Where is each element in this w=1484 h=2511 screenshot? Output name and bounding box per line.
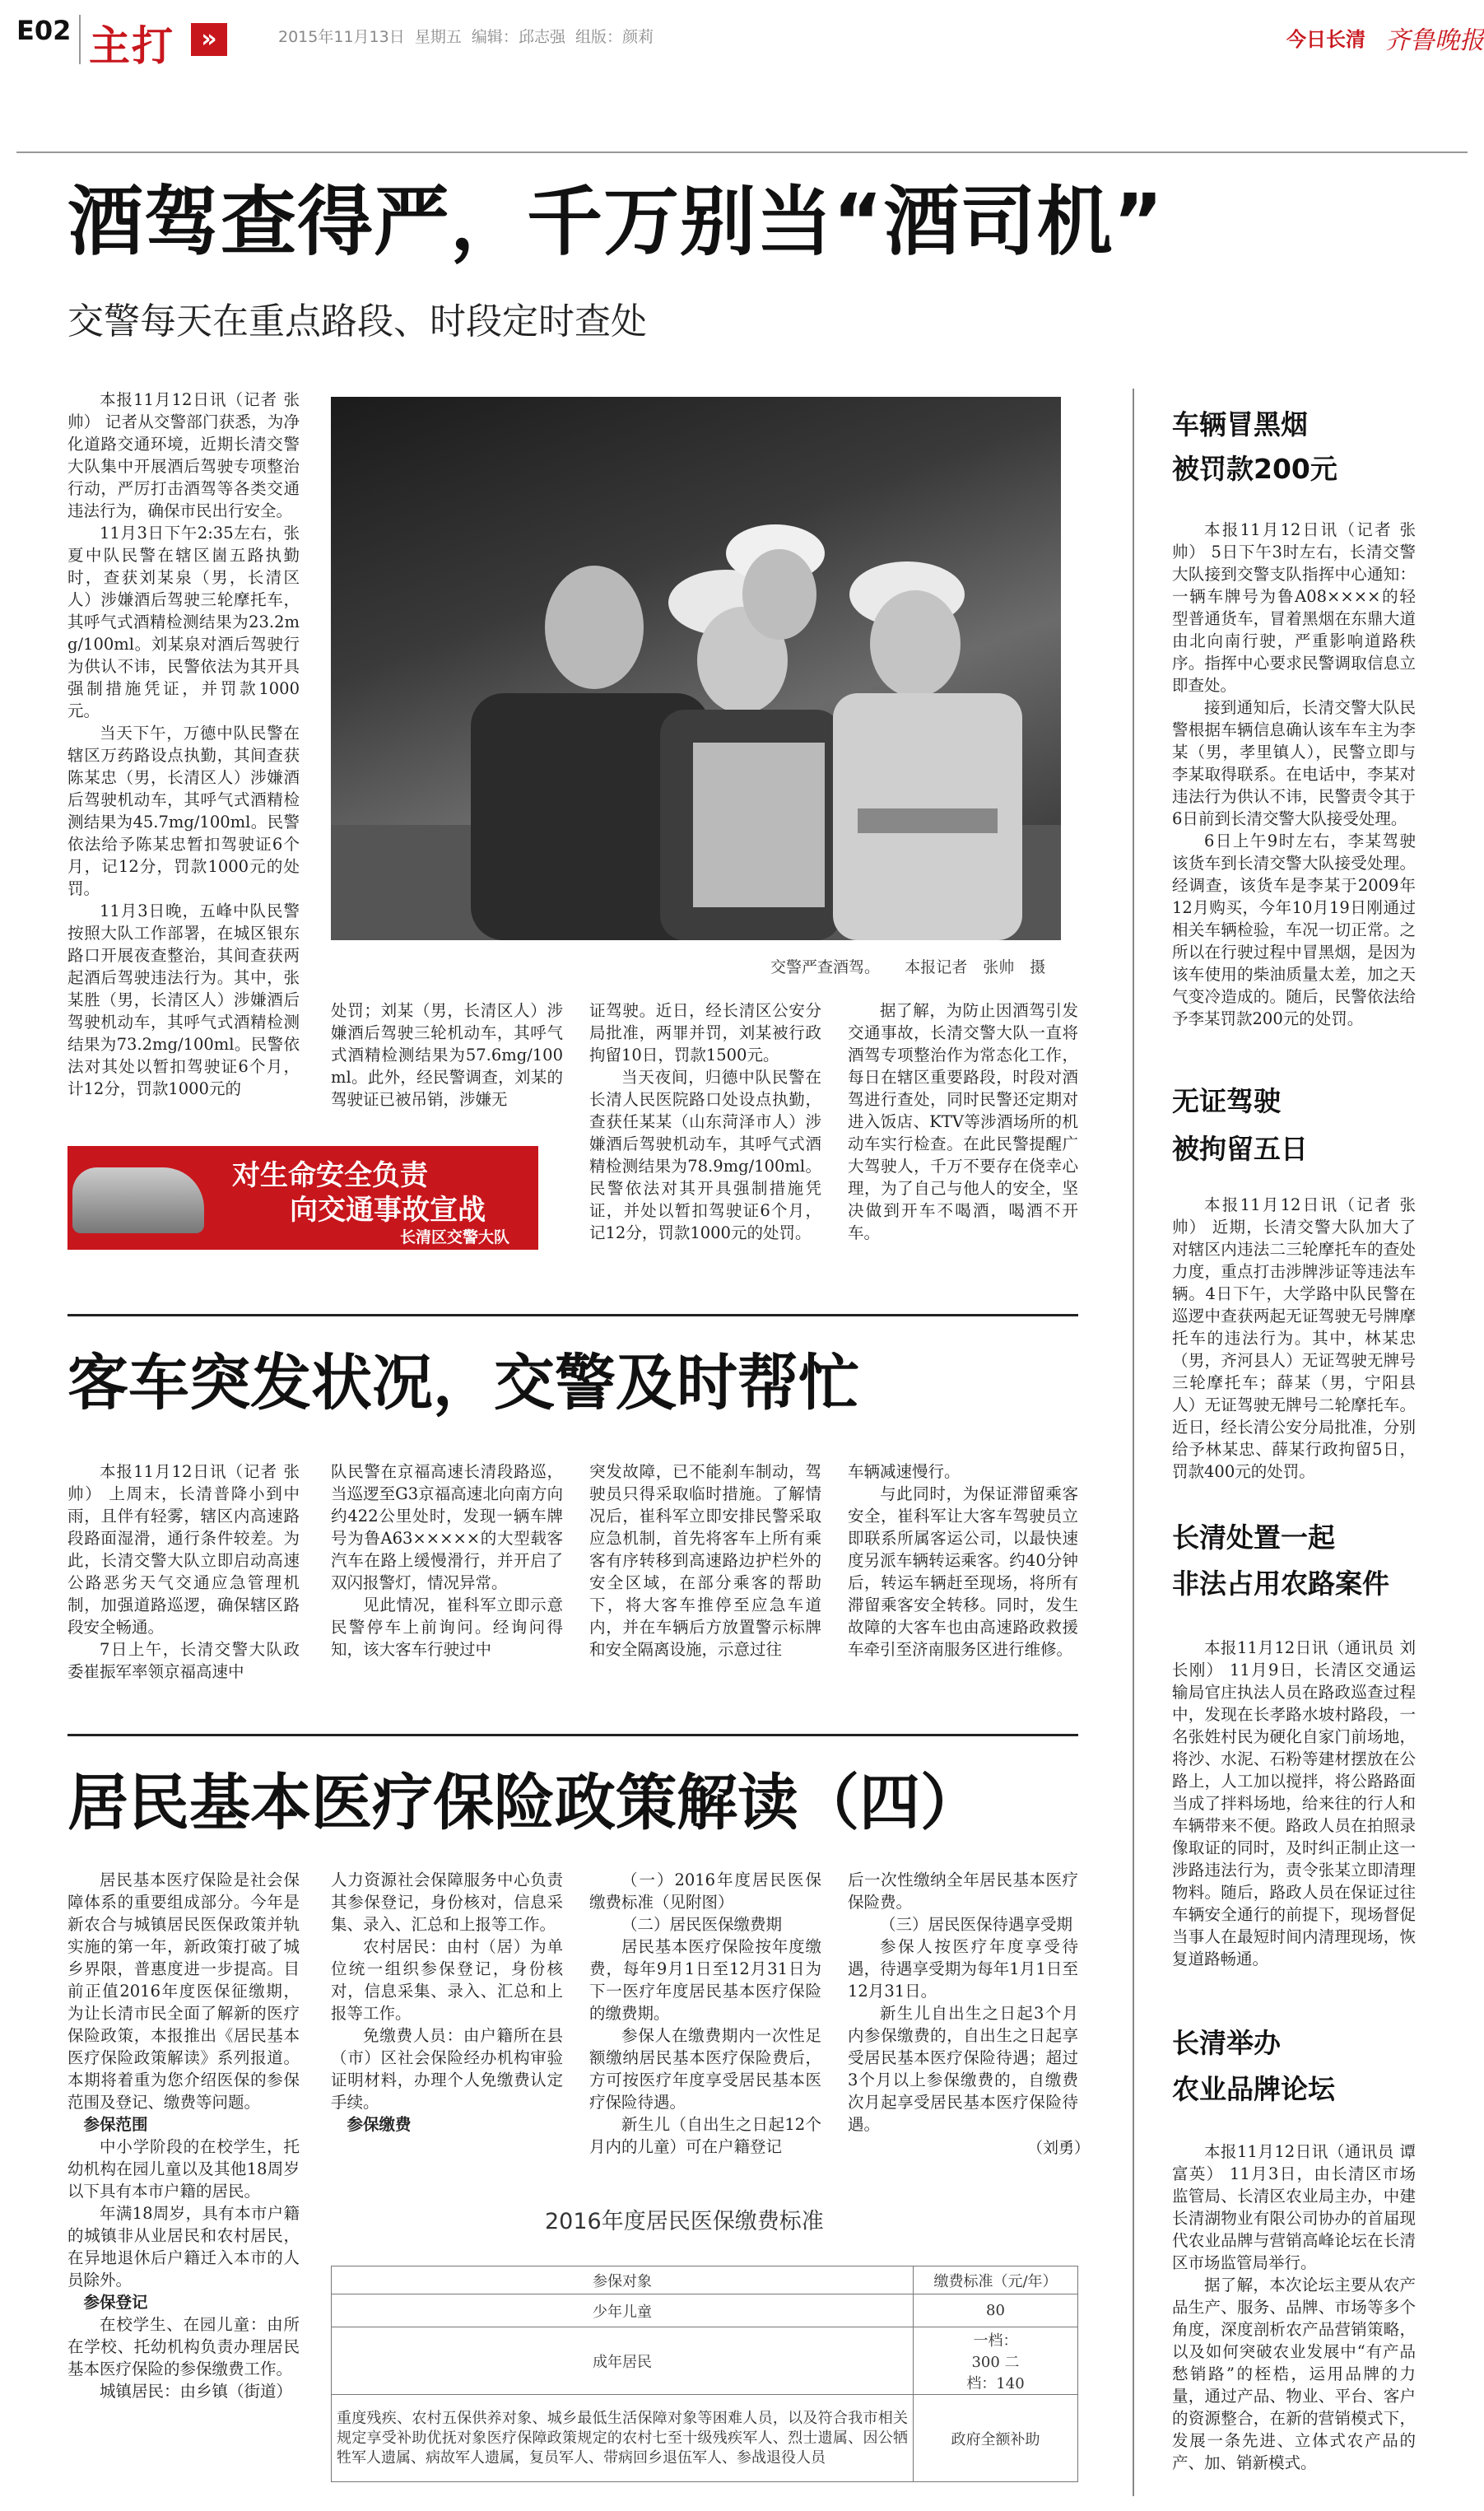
bus-col2-para-2: 见此情况，崔科军立即示意民警停车上前询问。经询问得知，该大客车行驶过中 xyxy=(331,1596,563,1659)
page-number: E02 xyxy=(16,15,72,46)
lead-para-1: 本报11月12日讯（记者 张帅） 记者从交警部门获悉，为净化道路交通环境，近期长清交警大队集中开展酒后驾驶专项整治行动，严厉打击酒驾等各类交通违法行为，确保市民出行安全。 xyxy=(67,390,300,520)
bus-headline: 客车突发状况，交警及时帮忙 xyxy=(67,1348,859,1419)
lead-col3-para-2: 当天夜间，归德中队民警在长清人民医院路口处设点执勤，查获任某某（山东菏泽市人）涉嫌酒后驾驶机动车，其呼气式酒精检测结果为78.9mg/100ml。民警依法对其开具强制措施凭证，并处以暂扣驾驶证6个月，记12分，罚款1000元的处罚。 xyxy=(589,1068,821,1242)
insurance-paragraph: （三）居民医保待遇享受期 xyxy=(880,1915,1073,1934)
lead-photo xyxy=(331,397,1061,940)
sidebar-1-title-2: 被罚款200元 xyxy=(1172,453,1337,485)
insurance-paragraph: 免缴费人员：由户籍所在县（市）区社会保险经办机构审验证明材料，办理个人免缴费认定手续。 xyxy=(331,2026,563,2112)
insurance-subheading: 参保登记 xyxy=(83,2293,148,2312)
table-cell: 政府全额补助 xyxy=(914,2395,1078,2482)
photo-credit: 本报记者 张帅 摄 xyxy=(905,958,1046,976)
header-rule xyxy=(16,151,1468,153)
sidebar-4-title-2: 农业品牌论坛 xyxy=(1172,2073,1335,2105)
bus-col2-para-1: 队民警在京福高速长清段路巡，当巡逻至G3京福高速北向南方向约422公里处时，发现一辆车牌号为鲁A63×××××的大型载客汽车在路上缓慢滑行，并开启了双闪报警灯，情况异常。 xyxy=(331,1462,563,1592)
insurance-paragraph: （二）居民医保缴费期 xyxy=(621,1915,783,1934)
sidebar-1-body xyxy=(1172,519,1416,1030)
table-header-target: 参保对象 xyxy=(332,2266,914,2294)
table-cell: 重度残疾、农村五保供养对象、城乡最低生活保障对象等困难人员，以及符合我市相关规定享受补助优抚对象医疗保障政策规定的农村七至十级残疾军人、烈士遗属、因公牺牲军人遗属、病故军人遗属，复员军人、带病回乡退伍军人、参战退役人员 xyxy=(332,2395,914,2482)
sidebar-2-para-1: 本报11月12日讯（记者 张帅） 近期，长清交警大队加大了对辖区内违法二三轮摩托车的查处力度，重点打击涉牌涉证等违法车辆。4日下午，大学路中队民警在巡逻中查获两起无证驾驶无号牌摩托车的违法行为。其中，林某忠（男，齐河县人）无证驾驶无牌号三轮摩托车；薛某（男，宁阳县人）无证驾驶无牌号二轮摩托车。近日，经长清公安分局批准，分别给予林某忠、薛某行政拘留5日，罚款400元的处罚。 xyxy=(1172,1195,1416,1481)
insurance-subheading: 参保缴费 xyxy=(347,2115,412,2134)
sidebar-4-para-2: 据了解，本次论坛主要从农产品生产、服务、品牌、市场等多个角度，深度剖析农产品营销策略，以及如何突破农业发展中“有产品愁销路”的桎梏，运用品牌的力量，通过产品、物业、平台、客户的资源整合，在新的营销模式下，发展一条先进、立体式农产品的产、加、销新模式。 xyxy=(1172,2276,1416,2472)
sidebar-1-title-1: 车辆冒黑烟 xyxy=(1172,408,1308,440)
insurance-paragraph: 在校学生、在园儿童：由所在学校、托幼机构负责办理居民基本医疗保险的参保缴费工作。 xyxy=(67,2315,300,2378)
sidebar-2-title-1: 无证驾驶 xyxy=(1172,1085,1281,1117)
bus-col3-para: 突发故障，已不能刹车制动，驾驶员只得采取临时措施。了解情况后，崔科军立即安排民警采取应急机制，首先将客车上所有乘客有序转移到高速路边护栏外的安全区域，在部分乘客的帮助下，将大客车推停至应急车道内，并在车辆后方放置警示标牌和安全隔离设施，示意过往 xyxy=(589,1462,821,1659)
bus-column-3 xyxy=(589,1460,821,1661)
sidebar-3-para-1: 本报11月12日讯（通讯员 刘长刚） 11月9日，长清区交通运输局官庄执法人员在路政巡查过程中，发现在长孝路水坡村路段，一名张姓村民为硬化自家门前场地，将沙、水泥、石粉等建材摆放在公路上，人工加以搅拌，将公路路面当成了拌料场地，给来往的行人和车辆带来不便。路政人员在拍照录像取证的同时，及时纠正制止这一涉路违法行为，责令张某立即清理物料。随后，路政人员在保证过往车辆安全通行的前提下，现场督促当事人在最短时间内清理现场，恢复道路畅通。 xyxy=(1172,1638,1416,1968)
insurance-subheading: 参保范围 xyxy=(83,2115,148,2134)
insurance-paragraph: 城镇居民：由乡镇（街道） xyxy=(100,2382,293,2401)
issue-date: 2015年11月13日 xyxy=(278,28,405,46)
insurance-column-1 xyxy=(67,1869,300,2402)
table-row xyxy=(332,2266,1078,2294)
divider-lead-bus xyxy=(67,1314,1078,1316)
sidebar-4-title-1: 长清举办 xyxy=(1172,2027,1281,2059)
editor-label: 编辑： xyxy=(471,28,519,46)
car-crash-icon xyxy=(72,1167,204,1233)
insurance-paragraph: 人力资源社会保障服务中心负责其参保登记，身份核对，信息采集、录入、汇总和上报等工作。 xyxy=(331,1870,563,1934)
sidebar-1-para-1: 本报11月12日讯（记者 张帅） 5日下午3时左右，长清交警大队接到交警支队指挥中心通知：一辆车牌号为鲁A08××××的轻型普通货车，冒着黑烟在东鼎大道由北向南行驶，严重影响道路秩序。指挥中心要求民警调取信息立即查处。 xyxy=(1172,520,1416,695)
table-cell: 80 xyxy=(914,2294,1078,2327)
table-row xyxy=(332,2294,1078,2327)
bus-column-2 xyxy=(331,1460,563,1661)
bus-col4-para-1: 车辆减速慢行。 xyxy=(848,1462,961,1481)
sidebar-3-title-1: 长清处置一起 xyxy=(1172,1521,1335,1554)
section-title: 主打 xyxy=(89,22,174,70)
issue-weekday: 星期五 xyxy=(414,28,462,46)
bus-para-1: 本报11月12日讯（记者 张帅） 上周末，长清普降小到中雨，且伴有轻雾，辖区内高速路段路面湿滑，通行条件较差。为此，长清交警大队立即启动高速公路恶劣天气交通应急管理机制，加强道路巡逻，确保辖区路段安全畅通。 xyxy=(67,1462,300,1637)
sidebar-3-body xyxy=(1172,1637,1416,1970)
lead-col3-para-1: 证驾驶。近日，经长清区公安分局批准，两罪并罚，刘某被行政拘留10日，罚款1500元。 xyxy=(589,1001,821,1064)
insurance-paragraph: （一）2016年度居民医保缴费标准（见附图） xyxy=(589,1870,821,1912)
insurance-paragraph: 新生儿（自出生之日起12个月内的儿童）可在户籍登记 xyxy=(589,2115,821,2156)
table-cell: 一档：300 二档：140 xyxy=(914,2327,1078,2395)
insurance-paragraph: 新生儿自出生之日起3个月内参保缴费的，自出生之日起享受居民基本医疗保险待遇；超过3个月以上参保缴费的，自缴费次月起享受居民基本医疗保险待遇。 xyxy=(848,2004,1078,2134)
banner-line-2: 向交通事故宣战 xyxy=(290,1194,486,1227)
banner-line-1: 对生命安全负责 xyxy=(232,1159,428,1192)
fee-table xyxy=(331,2266,1078,2482)
insurance-column-2 xyxy=(331,1869,563,2136)
section-arrow-icon: » xyxy=(191,23,227,56)
column-name: 今日长清 xyxy=(1286,28,1365,51)
sidebar-2-body xyxy=(1172,1194,1416,1483)
insurance-headline: 居民基本医疗保险政策解读（四） xyxy=(67,1768,981,1838)
lead-para-2: 11月3日下午2:35左右，张夏中队民警在辖区崮五路执勤时，查获刘某泉（男，长清区人）涉嫌酒后驾驶三轮摩托车，其呼气式酒精检测结果为23.2mg/100ml。刘某泉对酒后驾驶行为供认不讳，民警依法为其开具强制措施凭证，并罚款1000元。 xyxy=(67,524,300,720)
divider-bus-insurance xyxy=(67,1734,1078,1736)
header-divider xyxy=(79,15,81,64)
sidebar-1-para-3: 6日上午9时左右，李某驾驶该货车到长清交警大队接受处理。经调查，该货车是李某于2009年12月购买，今年10月19日刚通过相关车辆检验，车况一切正常。之所以在行驶过程中冒黑烟，是因为该车使用的柴油质量太差，加之天气变冷造成的。随后，民警依法给予李某罚款200元的处罚。 xyxy=(1172,832,1416,1028)
lead-column-2 xyxy=(331,999,563,1111)
layout-name: 颜莉 xyxy=(622,28,654,46)
sidebar-4-body xyxy=(1172,2141,1416,2474)
editor-name: 邱志强 xyxy=(518,28,565,46)
sidebar-divider xyxy=(1133,389,1134,2496)
bus-para-2: 7日上午，长清交警大队政委崔振军率领京福高速中 xyxy=(67,1640,300,1681)
insurance-paragraph: 居民基本医疗保险按年度缴费，每年9月1日至12月31日为下一医疗年度居民基本医疗保险的缴费期。 xyxy=(589,1937,821,2023)
table-header-fee: 缴费标准（元/年） xyxy=(914,2266,1078,2294)
sidebar-1-para-2: 接到通知后，长清交警大队民警根据车辆信息确认该车车主为李某（男，孝里镇人），民警立即与李某取得联系。在电话中，李某对违法行为供认不讳，民警责令其于6日前到长清交警大队接受处理。 xyxy=(1172,698,1416,828)
fee-table-grid xyxy=(331,2266,1078,2482)
lead-para-3: 当天下午，万德中队民警在辖区万药路设点执勤，其间查获陈某忠（男，长清区人）涉嫌酒后驾驶机动车，其呼气式酒精检测结果为45.7mg/100ml。民警依法给予陈某忠暂扣驾驶证6个月，记12分，罚款1000元的处罚。 xyxy=(67,724,300,898)
insurance-paragraph: 参保人在缴费期内一次性足额缴纳居民基本医疗保险费后，方可按医疗年度享受居民基本医疗保险待遇。 xyxy=(589,2026,821,2112)
bus-col4-para-2: 与此同时，为保证滞留乘客安全，崔科军让大客车驾驶员立即联系所属客运公司，以最快速度另派车辆转运乘客。约40分钟后，转运车辆赶至现场，将所有滞留乘客安全转移。同时，发生故障的大客车也由高速路政救援车牵引至济南服务区进行维修。 xyxy=(848,1484,1078,1659)
bus-column-4 xyxy=(848,1460,1078,1661)
lead-para-4: 11月3日晚，五峰中队民警按照大队工作部署，在城区银东路口开展夜查整治，其间查获两起酒后驾驶违法行为。其中，张某胜（男，长清区人）涉嫌酒后驾驶机动车，其呼气式酒精检测结果为73.2mg/100ml。民警依法对其处以暂扣驾驶证6个月，计12分，罚款1000元的 xyxy=(67,901,300,1098)
safety-banner xyxy=(67,1146,538,1250)
insurance-column-4 xyxy=(848,1869,1078,2136)
lead-col4-para: 据了解，为防止因酒驾引发交通事故，长清交警大队一直将酒驾专项整治作为常态化工作，每日在辖区重要路段，时段对酒驾进行查处，同时民警还定期对进入饭店、KTV等涉酒场所的机动车实行检查。在此民警提醒广大驾驶人，千万不要存在侥幸心理，为了自己与他人的安全，坚决做到开车不喝酒，喝酒不开车。 xyxy=(848,1001,1078,1242)
insurance-paragraph: 居民基本医疗保险是社会保障体系的重要组成部分。今年是新农合与城镇居民医保政策并轨实施的第一年，新政策打破了城乡界限，普惠度进一步提高。目前正值2016年度医保征缴期，为让长清市民全面了解新的医疗保险政策，本报推出《居民基本医疗保险政策解读》系列报道。本期将着重为您介绍医保的参保范围及登记、缴费等问题。 xyxy=(67,1870,300,2112)
lead-col2-para: 处罚；刘某（男，长清区人）涉嫌酒后驾驶三轮机动车，其呼气式酒精检测结果为57.6mg/100ml。此外，经民警调查，刘某的驾驶证已被吊销，涉嫌无 xyxy=(331,1001,563,1109)
photo-caption xyxy=(770,955,1045,977)
insurance-column-3 xyxy=(589,1869,821,2158)
insurance-byline: （刘勇） xyxy=(1027,2139,1091,2157)
insurance-paragraph: 参保人按医疗年度享受待遇，待遇享受期为每年1月1日至12月31日。 xyxy=(848,1937,1078,2001)
insurance-paragraph: 后一次性缴纳全年居民基本医疗保险费。 xyxy=(848,1870,1078,1912)
sidebar-2-title-2: 被拘留五日 xyxy=(1172,1133,1308,1165)
lead-column-4 xyxy=(848,999,1078,1244)
fee-table-title: 2016年度居民医保缴费标准 xyxy=(545,2209,824,2234)
lead-subheadline: 交警每天在重点路段、时段定时查处 xyxy=(67,300,647,342)
lead-column-1 xyxy=(67,389,300,1100)
bus-column-1 xyxy=(67,1460,300,1683)
police-breath-test-photo xyxy=(331,397,1061,940)
issue-info xyxy=(278,25,654,47)
insurance-paragraph: 农村居民：由村（居）为单位统一组织参保登记，身份核对，信息采集、录入、汇总和上报等工作。 xyxy=(331,1937,563,2023)
table-cell: 成年居民 xyxy=(332,2327,914,2395)
table-cell: 少年儿童 xyxy=(332,2294,914,2327)
insurance-paragraph: 年满18周岁，具有本市户籍的城镇非从业居民和农村居民，在异地退休后户籍迁入本市的人员除外。 xyxy=(67,2204,300,2290)
insurance-paragraph: 中小学阶段的在校学生，托幼机构在园儿童以及其他18周岁以下具有本市户籍的居民。 xyxy=(67,2137,300,2201)
paper-logo: 齐鲁晚报 xyxy=(1385,26,1484,55)
sidebar-4-para-1: 本报11月12日讯（通讯员 谭富英） 11月3日，由长清区市场监管局、长清区农业局主办，中建长清湖物业有限公司协办的首届现代农业品牌与营销高峰论坛在长清区市场监管局举行。 xyxy=(1172,2142,1416,2272)
table-row xyxy=(332,2327,1078,2395)
lead-column-3 xyxy=(589,999,821,1244)
sidebar-3-title-2: 非法占用农路案件 xyxy=(1172,1568,1389,1600)
banner-org: 长清区交警大队 xyxy=(400,1228,510,1246)
table-row xyxy=(332,2395,1078,2482)
layout-label: 组版： xyxy=(575,28,623,46)
photo-caption-text: 交警严查酒驾。 xyxy=(770,958,881,976)
lead-headline: 酒驾查得严，千万别当“酒司机” xyxy=(67,178,1164,266)
